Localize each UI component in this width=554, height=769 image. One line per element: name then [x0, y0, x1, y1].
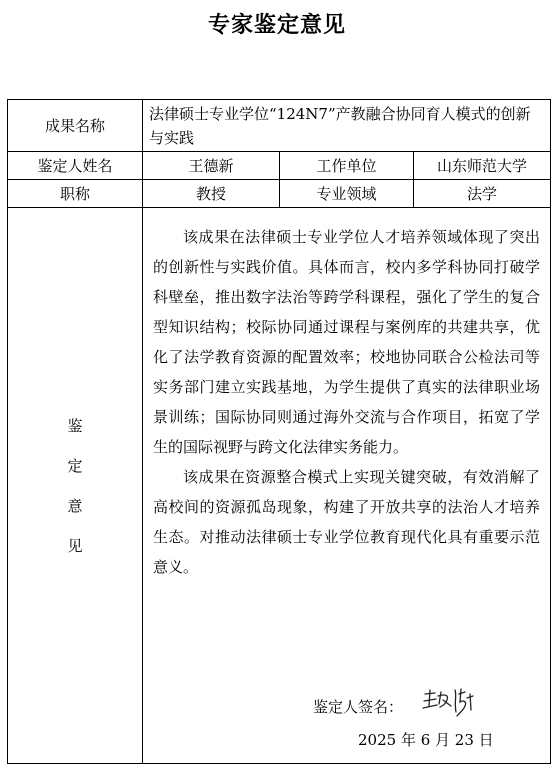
opinion-label — [8, 208, 143, 764]
achievement-name-label: 成果名称 — [8, 100, 143, 152]
opinion-row — [8, 208, 551, 764]
document-title: 专家鉴定意见 — [207, 12, 346, 38]
opinion-label-char: 定 — [67, 456, 83, 475]
opinion-content — [143, 208, 551, 764]
signature-date: 2025 年 6 月 23 日 — [358, 731, 494, 749]
opinion-paragraph: 该成果在法律硕士专业学位人才培养领域体现了突出的创新性与实践价值。具体而言，校内多学科协同打破学科壁垒，推出数字法治等跨学科课程，强化了学生的复合型知识结构；校际协同通过课程与案例库的共建共享，优化了法学教育资源的配置效率；校地协同联合公检法司等实务部门建立实践基地，为学生提供了真实的法律职业场景训练；国际协同则通过海外交流与合作项目，拓宽了学生的国际视野与跨文化法律实务能力。 — [153, 228, 540, 456]
workplace-label: 工作单位 — [280, 152, 414, 180]
title-field-row — [8, 180, 551, 208]
achievement-row — [8, 100, 551, 152]
title-value: 教授 — [143, 180, 280, 208]
title-label: 职称 — [8, 180, 143, 208]
handwritten-signature — [421, 686, 481, 722]
expert-info-row — [8, 152, 551, 180]
opinion-label-char: 见 — [67, 536, 83, 555]
field-value: 法学 — [414, 180, 551, 208]
opinion-label-char: 鉴 — [67, 416, 83, 435]
expert-opinion-table — [7, 99, 551, 764]
field-label: 专业领域 — [280, 180, 414, 208]
expert-name-label: 鉴定人姓名 — [8, 152, 143, 180]
achievement-name-value: 法律硕士专业学位“124N7”产教融合协同育人模式的创新与实践 — [143, 100, 551, 152]
opinion-label-char: 意 — [67, 496, 83, 515]
signature-label: 鉴定人签名： — [313, 698, 404, 716]
expert-name-value: 王德新 — [143, 152, 280, 180]
opinion-paragraph: 该成果在资源整合模式上实现关键突破，有效消解了高校间的资源孤岛现象，构建了开放共享的法治人才培养生态。对推动法律硕士专业学位教育现代化具有重要示范意义。 — [153, 468, 540, 576]
workplace-value: 山东师范大学 — [414, 152, 551, 180]
